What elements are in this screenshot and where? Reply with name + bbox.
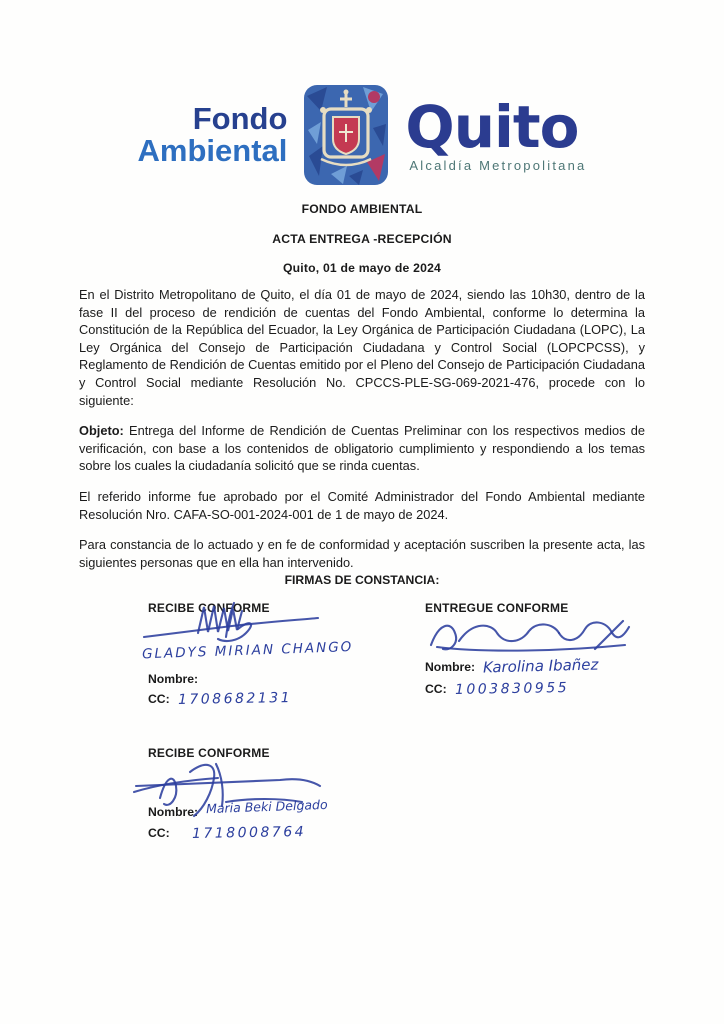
quito-subtitle: Alcaldía Metropolitana — [409, 158, 587, 173]
signature-block-entregue — [425, 601, 685, 697]
signature-block-recibe-1 — [141, 601, 408, 708]
document-heading — [0, 202, 724, 291]
firmas-section-title: FIRMAS DE CONSTANCIA: — [284, 573, 440, 587]
signature-role-label: ENTREGUE CONFORME — [425, 601, 569, 615]
cc-row — [148, 691, 408, 707]
cc-label: CC: — [425, 682, 447, 696]
fondo-ambiental-logo-line2: Ambiental — [137, 133, 288, 168]
paragraph-constancia: Para constancia de lo actuado y en fe de conformidad y aceptación suscriben la presente acta, las siguientes personas que en ella han intervenido. — [79, 537, 645, 570]
signature-block-recibe-2 — [148, 746, 408, 841]
document-body — [79, 286, 645, 584]
nombre-label: Nombre: — [148, 805, 199, 819]
handwritten-cc: 1003830955 — [454, 680, 569, 698]
quito-wordmark: Quito — [405, 93, 579, 161]
paragraph-intro: En el Distrito Metropolitano de Quito, el día 01 de mayo de 2024, siendo las 10h30, dentro de la fase II del proceso de rendición de cuentas del Fondo Ambiental, conforme lo determina la Constitución de la República del Ecuador, la Ley Orgánica de Participación Ciudadana (LOPC), La Ley Orgánica del Consejo de Participación Ciudadana y Control Social (LOPCPCSS), y Reglamento de Rendición de Cuentas emitido por el Pleno del Consejo de Participación Ciudadana y Control Social mediante Resolución No. CPCCS-PLE-SG-069-2021-476, procede con lo siguiente: — [79, 287, 645, 408]
nombre-row — [148, 672, 408, 686]
doc-title-acta: ACTA ENTREGA -RECEPCIÓN — [272, 231, 452, 246]
paragraph-aprobacion: El referido informe fue aprobado por el Comité Administrador del Fondo Ambiental mediante Resolución Nro. CAFA-SO-001-2024-001 de 1 de mayo de 2024. — [79, 488, 645, 522]
handwritten-name: Maria Beki Delgado — [205, 796, 328, 817]
nombre-label: Nombre: — [425, 660, 476, 674]
handwritten-cc: 1708682131 — [177, 690, 292, 708]
signature-role-label: RECIBE CONFORME — [148, 601, 270, 615]
cc-row — [425, 681, 685, 697]
cc-label: CC: — [148, 826, 170, 840]
nombre-label: Nombre: — [148, 672, 199, 686]
logo-header — [0, 84, 724, 186]
signature-scribble — [425, 613, 640, 657]
doc-date-line: Quito, 01 de mayo de 2024 — [282, 261, 442, 275]
fondo-ambiental-logo-line1: Fondo — [192, 101, 288, 136]
quito-logo — [405, 93, 587, 173]
cc-label: CC: — [148, 692, 170, 706]
objeto-text: Entrega del Informe de Rendición de Cuentas Preliminar con los respectivos medios de verificación, con base a los contenidos de obligatorio cumplimiento y respondiendo a los temas sobre los cuales la ciudadanía solicitó que se rinda cuentas. — [79, 423, 645, 474]
nombre-row — [425, 657, 685, 675]
handwritten-name: Karolina Ibañez — [482, 655, 599, 677]
handwritten-cc: 1718008764 — [191, 824, 306, 842]
handwritten-name: GLADYS MIRIAN CHANGO — [141, 638, 354, 663]
fondo-ambiental-logo — [138, 103, 288, 167]
cc-row — [148, 825, 408, 841]
quito-coat-of-arms-icon — [303, 84, 389, 186]
doc-title-entity: FONDO AMBIENTAL — [301, 202, 423, 216]
signature-role-label: RECIBE CONFORME — [148, 746, 270, 760]
paragraph-objeto — [79, 422, 645, 475]
objeto-label: Objeto: — [79, 423, 124, 439]
